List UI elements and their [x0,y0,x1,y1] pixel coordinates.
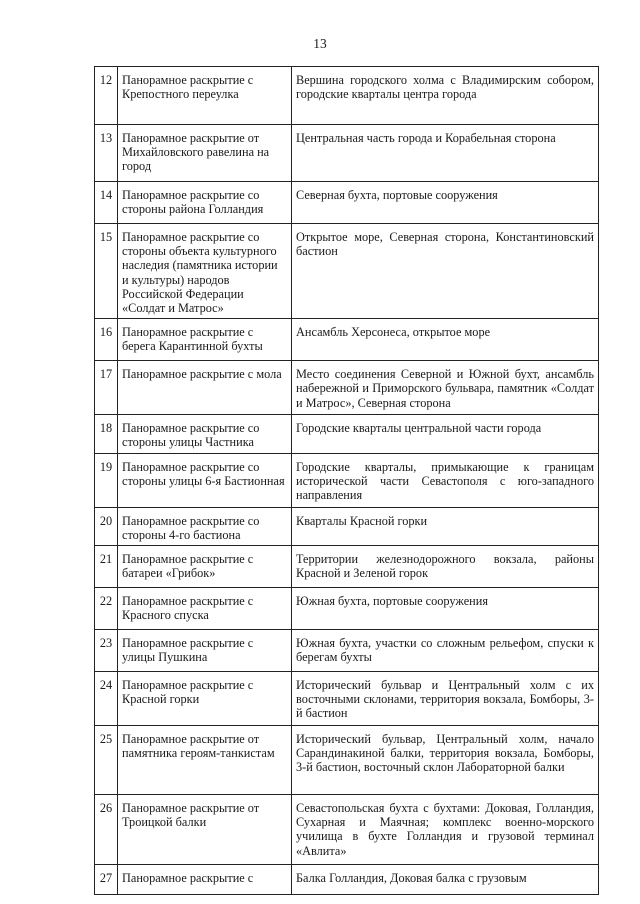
page-number: 13 [313,36,327,51]
table-row [95,67,599,125]
row-number: 25 [95,726,118,795]
view-description: Исторический бульвар и Центральный холм с их восточными склонами, территория вокзала, Бомборы, 3-й бастион [292,672,599,726]
row-number: 18 [95,415,118,453]
viewpoint-name: Панорамное раскрытие с мола [118,361,292,415]
table-row [95,415,599,453]
table-row [95,672,599,726]
view-description: Вершина городского холма с Владимирским собором, городские кварталы центра города [292,67,599,125]
table-row [95,507,599,545]
view-description: Южная бухта, участки со сложным рельефом, спуски к берегам бухты [292,630,599,672]
row-number: 16 [95,319,118,361]
row-number: 13 [95,125,118,182]
table-row [95,453,599,507]
table-row [95,546,599,588]
view-description: Северная бухта, портовые сооружения [292,182,599,224]
viewpoints-table [94,66,599,895]
view-description: Ансамбль Херсонеса, открытое море [292,319,599,361]
view-description: Открытое море, Северная сторона, Константиновский бастион [292,224,599,319]
viewpoint-name: Панорамное раскрытие с Крепостного переулка [118,67,292,125]
viewpoint-name: Панорамное раскрытие с батареи «Грибок» [118,546,292,588]
view-description: Кварталы Красной горки [292,507,599,545]
table-body [95,67,599,895]
viewpoint-name: Панорамное раскрытие с улицы Пушкина [118,630,292,672]
row-number: 17 [95,361,118,415]
table-row [95,630,599,672]
table-row [95,588,599,630]
view-description: Исторический бульвар, Центральный холм, начало Сарандинакиной балки, территория вокзала, Бомборы, 3-й бастион, восточный склон Лабораторной балки [292,726,599,795]
row-number: 27 [95,865,118,895]
view-description: Севастопольская бухта с бухтами: Доковая, Голландия, Сухарная и Маячная; комплекс военно-морского училища в бухте Голландия и грузовой терминал «Авлита» [292,795,599,865]
row-number: 20 [95,507,118,545]
viewpoint-name: Панорамное раскрытие от памятника героям-танкистам [118,726,292,795]
table-row [95,795,599,865]
viewpoint-name: Панорамное раскрытие от Михайловского равелина на город [118,125,292,182]
table-row [95,182,599,224]
table-row [95,361,599,415]
viewpoint-name: Панорамное раскрытие со стороны улицы Частника [118,415,292,453]
table-row [95,865,599,895]
viewpoint-name: Панорамное раскрытие от Троицкой балки [118,795,292,865]
viewpoint-name: Панорамное раскрытие с [118,865,292,895]
row-number: 22 [95,588,118,630]
viewpoint-name: Панорамное раскрытие с Красного спуска [118,588,292,630]
view-description: Место соединения Северной и Южной бухт, ансамбль набережной и Приморского бульвара, памятник «Солдат и Матрос», Северная сторона [292,361,599,415]
row-number: 19 [95,453,118,507]
table-row [95,726,599,795]
view-description: Балка Голландия, Доковая балка с грузовым [292,865,599,895]
viewpoint-name: Панорамное раскрытие с берега Карантинной бухты [118,319,292,361]
view-description: Городские кварталы центральной части города [292,415,599,453]
row-number: 23 [95,630,118,672]
viewpoint-name: Панорамное раскрытие со стороны района Голландия [118,182,292,224]
viewpoint-name: Панорамное раскрытие со стороны улицы 6-я Бастионная [118,453,292,507]
table-row [95,224,599,319]
viewpoint-name: Панорамное раскрытие со стороны 4-го бастиона [118,507,292,545]
row-number: 21 [95,546,118,588]
view-description: Центральная часть города и Корабельная сторона [292,125,599,182]
view-description: Городские кварталы, примыкающие к границам исторической части Севастополя с юго-западного направления [292,453,599,507]
row-number: 26 [95,795,118,865]
table-row [95,125,599,182]
table-row [95,319,599,361]
viewpoint-name: Панорамное раскрытие с Красной горки [118,672,292,726]
view-description: Южная бухта, портовые сооружения [292,588,599,630]
view-description: Территории железнодорожного вокзала, районы Красной и Зеленой горок [292,546,599,588]
viewpoint-name: Панорамное раскрытие со стороны объекта культурного наследия (памятника истории и культуры) народов Российской Федерации «Солдат и Матрос» [118,224,292,319]
row-number: 12 [95,67,118,125]
row-number: 14 [95,182,118,224]
row-number: 24 [95,672,118,726]
row-number: 15 [95,224,118,319]
